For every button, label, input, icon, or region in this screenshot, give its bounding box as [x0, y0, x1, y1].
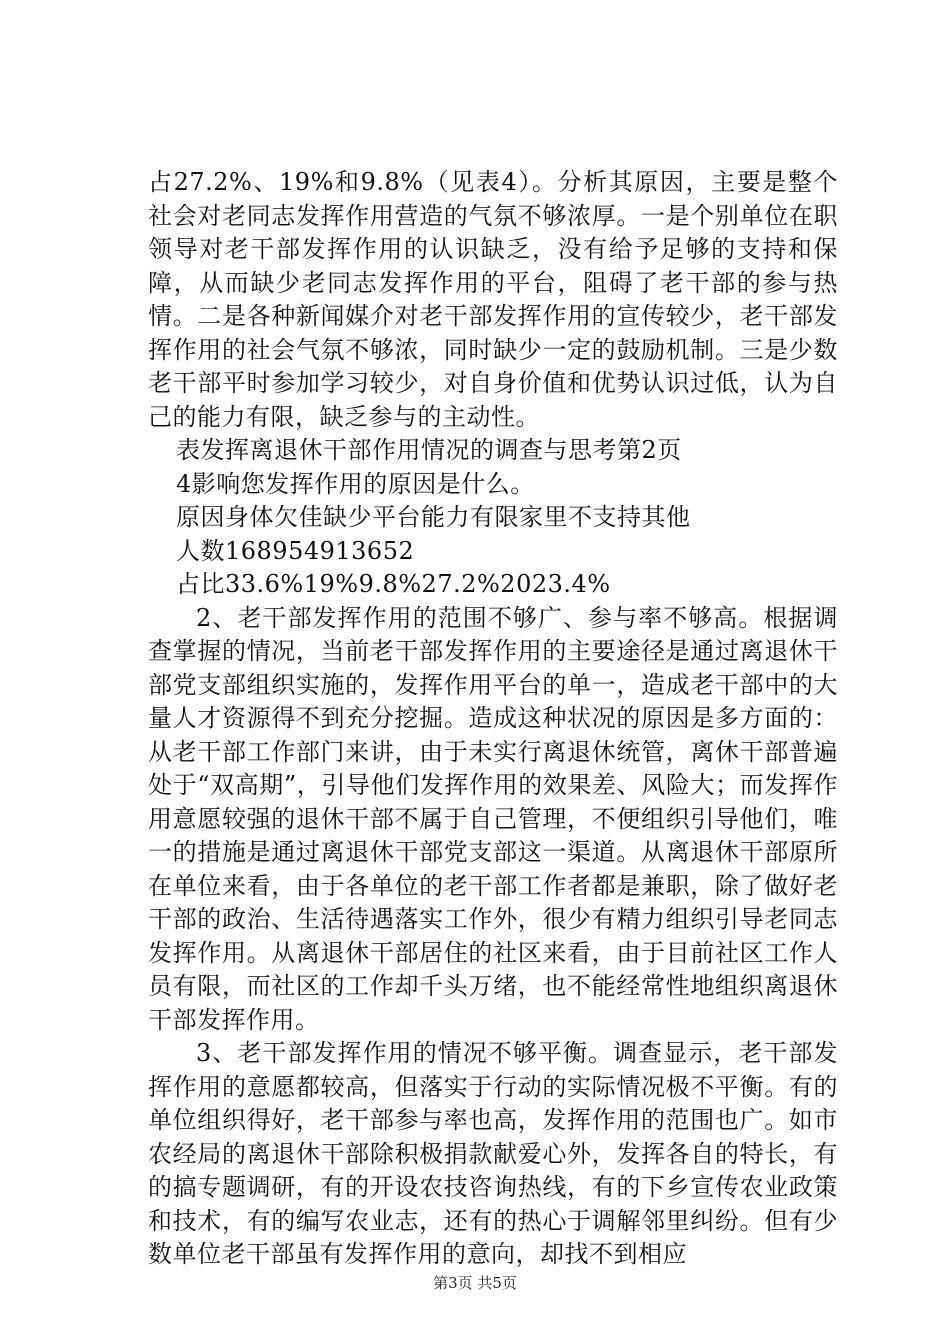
- paragraph-scope: 2、老干部发挥作用的范围不够广、参与率不够高。根据调查掌握的情况，当前老干部发挥作用的主要途径是通过离退休干部党支部组织实施的，发挥作用平台的单一，造成老干部中的大量人才资源得不到充分挖掘。造成这种状况的原因是多方面的：从老干部工作部门来讲，由于未实行离退休统管，离休干部普遍处于“双高期”，引导他们发挥作用的效果差、风险大；而发挥作用意愿较强的退休干部不属于自己管理，不便组织引导他们，唯一的措施是通过离退休干部党支部这一渠道。从离退休干部原所在单位来看，由于各单位的老干部工作者都是兼职，除了做好老干部的政治、生活待遇落实工作外，很少有精力组织引导老同志发挥作用。从离退休干部居住的社区来看，由于目前社区工作人员有限，而社区的工作却千头万绪，也不能经常性地组织离退休干部发挥作用。: [148, 603, 838, 1034]
- paragraph-cause-analysis: 占27.2%、19%和9.8%（见表4）。分析其原因，主要是整个社会对老同志发挥作用营造的气氛不够浓厚。一是个别单位在职领导对老干部发挥作用的认识缺乏，没有给予足够的支持和保障，从而缺少老同志发挥作用的平台，阻碍了老干部的参与热情。二是各种新闻媒介对老干部发挥作用的宣传较少，老干部发挥作用的社会气氛不够浓，同时缺少一定的鼓励机制。三是少数老干部平时参加学习较少，对自身价值和优势认识过低，认为自己的能力有限，缺乏参与的主动性。: [148, 168, 838, 431]
- paragraph-balance: 3、老干部发挥作用的情况不够平衡。调查显示，老干部发挥作用的意愿都较高，但落实于行动的实际情况极不平衡。有的单位组织得好，老干部参与率也高，发挥作用的范围也广。如市农经局的离退休干部除积极捐款献爱心外，发挥各自的特长，有的搞专题调研，有的开设农技咨询热线，有的下乡宣传农业政策和技术，有的编写农业志，还有的热心于调解邻里纠纷。但有少数单位老干部虽有发挥作用的意向，却找不到相应: [148, 1039, 838, 1268]
- page-footer: 第3页 共5页: [433, 1274, 517, 1292]
- document-body: [148, 166, 838, 1272]
- table-row-reasons: 原因身体欠佳缺少平台能力有限家里不支持其他: [176, 503, 691, 531]
- table-question: 4影响您发挥作用的原因是什么。: [176, 469, 535, 498]
- table-caption: 表发挥离退休干部作用情况的调查与思考第2页: [176, 436, 682, 464]
- table-row-counts: 人数168954913652: [176, 536, 415, 565]
- table-row-ratios: 占比33.6%19%9.8%27.2%2023.4%: [176, 570, 611, 598]
